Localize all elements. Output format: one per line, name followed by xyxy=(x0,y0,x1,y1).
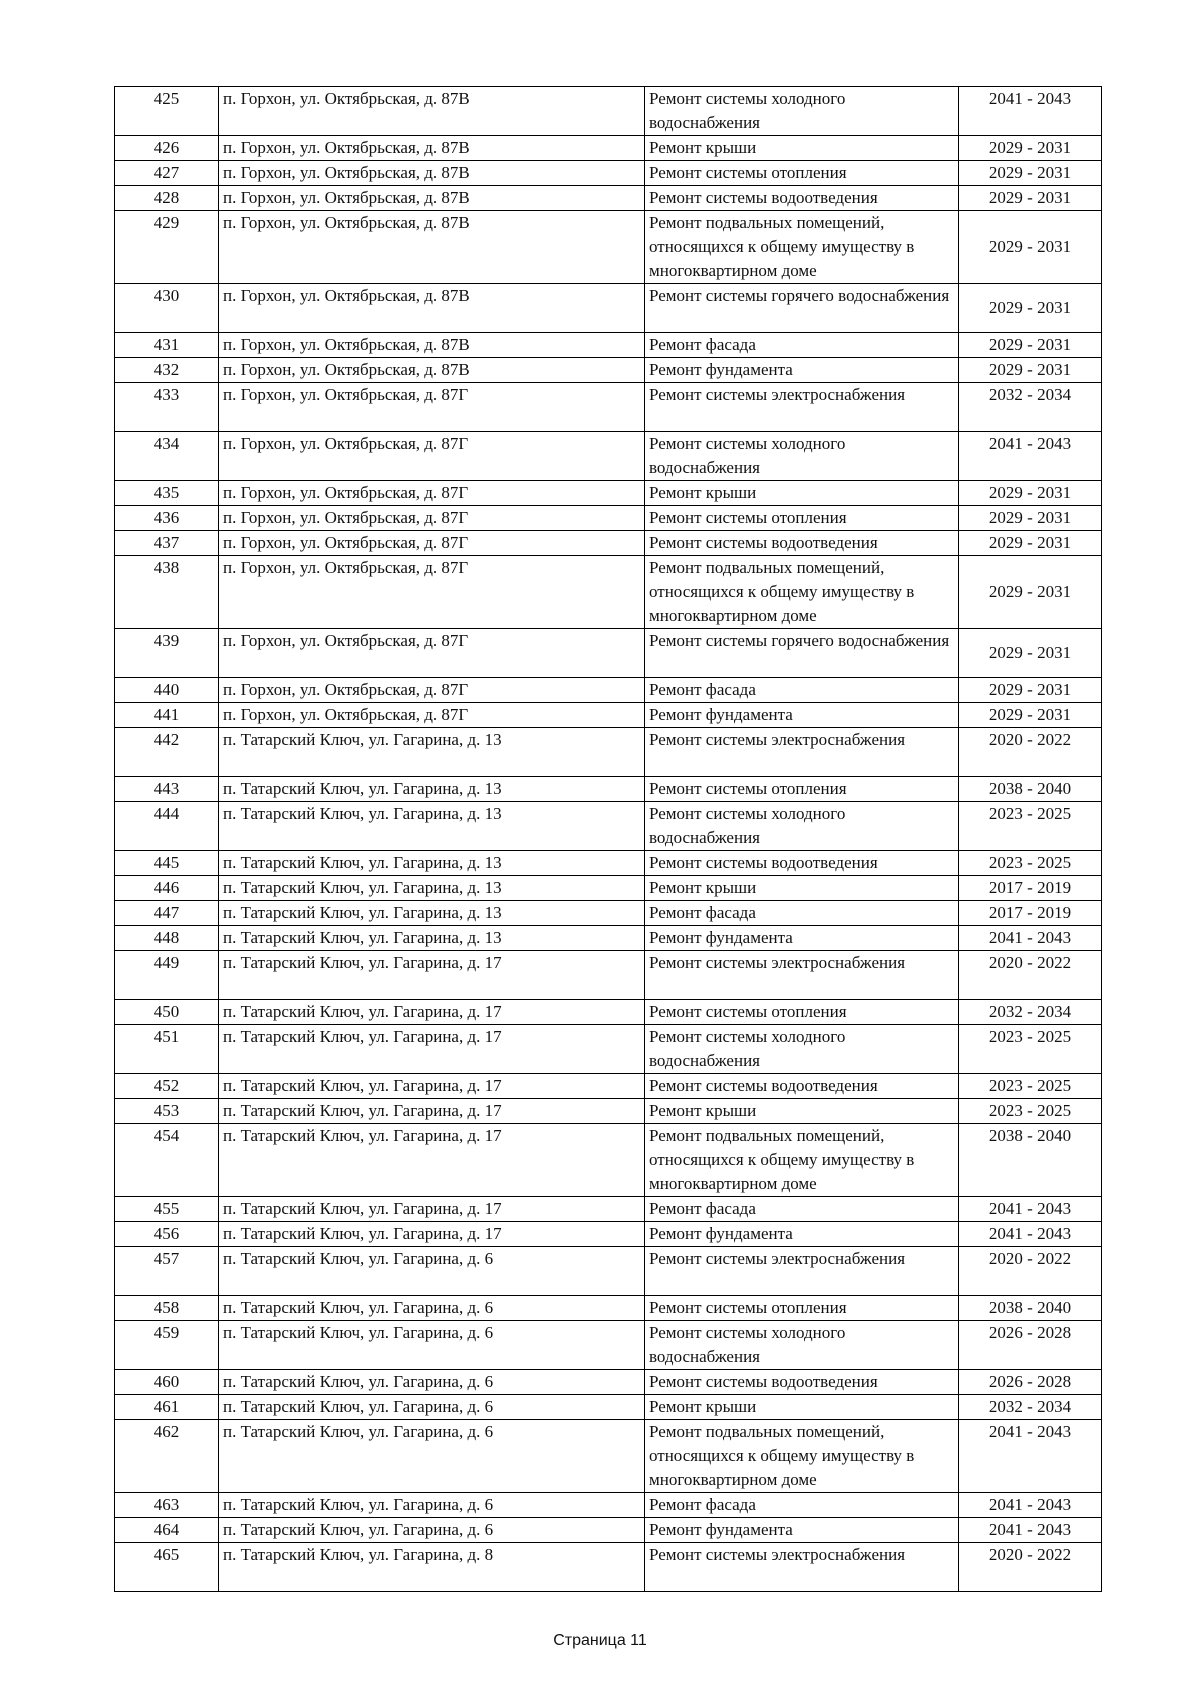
row-work-type: Ремонт системы горячего водоснабжения xyxy=(645,284,959,333)
row-address: п. Горхон, ул. Октябрьская, д. 87В xyxy=(219,87,645,136)
row-address: п. Горхон, ул. Октябрьская, д. 87Г xyxy=(219,678,645,703)
row-number: 458 xyxy=(115,1296,219,1321)
row-work-type: Ремонт крыши xyxy=(645,136,959,161)
row-period: 2029 - 2031 xyxy=(959,136,1102,161)
row-period: 2029 - 2031 xyxy=(959,161,1102,186)
row-period: 2041 - 2043 xyxy=(959,1420,1102,1493)
table-row xyxy=(115,703,1102,728)
row-address: п. Татарский Ключ, ул. Гагарина, д. 6 xyxy=(219,1518,645,1543)
row-address: п. Горхон, ул. Октябрьская, д. 87В xyxy=(219,186,645,211)
table-row xyxy=(115,851,1102,876)
row-period: 2041 - 2043 xyxy=(959,87,1102,136)
row-address: п. Горхон, ул. Октябрьская, д. 87В xyxy=(219,333,645,358)
table-row xyxy=(115,1493,1102,1518)
row-period: 2041 - 2043 xyxy=(959,1493,1102,1518)
row-number: 429 xyxy=(115,211,219,284)
row-number: 441 xyxy=(115,703,219,728)
row-period: 2026 - 2028 xyxy=(959,1370,1102,1395)
row-period: 2020 - 2022 xyxy=(959,728,1102,777)
row-number: 440 xyxy=(115,678,219,703)
row-number: 457 xyxy=(115,1247,219,1296)
table-row xyxy=(115,1296,1102,1321)
row-period: 2041 - 2043 xyxy=(959,1518,1102,1543)
row-number: 438 xyxy=(115,556,219,629)
row-period: 2029 - 2031 xyxy=(959,211,1102,284)
table-row xyxy=(115,1124,1102,1197)
row-address: п. Татарский Ключ, ул. Гагарина, д. 17 xyxy=(219,1074,645,1099)
row-work-type: Ремонт системы водоотведения xyxy=(645,1370,959,1395)
page-number: Страница 11 xyxy=(553,1632,647,1649)
row-work-type: Ремонт крыши xyxy=(645,876,959,901)
row-address: п. Татарский Ключ, ул. Гагарина, д. 6 xyxy=(219,1247,645,1296)
table-row xyxy=(115,556,1102,629)
row-period: 2041 - 2043 xyxy=(959,926,1102,951)
row-work-type: Ремонт системы электроснабжения xyxy=(645,1543,959,1592)
row-address: п. Татарский Ключ, ул. Гагарина, д. 13 xyxy=(219,901,645,926)
row-number: 454 xyxy=(115,1124,219,1197)
row-work-type: Ремонт системы холодного водоснабжения xyxy=(645,1321,959,1370)
table-row xyxy=(115,1321,1102,1370)
row-period: 2023 - 2025 xyxy=(959,1025,1102,1074)
row-address: п. Татарский Ключ, ул. Гагарина, д. 13 xyxy=(219,728,645,777)
row-address: п. Горхон, ул. Октябрьская, д. 87В xyxy=(219,211,645,284)
row-work-type: Ремонт фасада xyxy=(645,678,959,703)
row-period: 2038 - 2040 xyxy=(959,1296,1102,1321)
table-row xyxy=(115,211,1102,284)
row-address: п. Татарский Ключ, ул. Гагарина, д. 17 xyxy=(219,1197,645,1222)
table-row xyxy=(115,432,1102,481)
row-number: 460 xyxy=(115,1370,219,1395)
table-row xyxy=(115,531,1102,556)
row-address: п. Горхон, ул. Октябрьская, д. 87Г xyxy=(219,531,645,556)
table-row xyxy=(115,1543,1102,1592)
row-period: 2029 - 2031 xyxy=(959,186,1102,211)
row-address: п. Горхон, ул. Октябрьская, д. 87Г xyxy=(219,383,645,432)
row-number: 435 xyxy=(115,481,219,506)
table-row xyxy=(115,1025,1102,1074)
row-work-type: Ремонт подвальных помещений, относящихся к общему имуществу в многоквартирном доме xyxy=(645,1124,959,1197)
row-number: 444 xyxy=(115,802,219,851)
table-row xyxy=(115,481,1102,506)
table-row xyxy=(115,926,1102,951)
row-period: 2032 - 2034 xyxy=(959,1395,1102,1420)
row-work-type: Ремонт крыши xyxy=(645,481,959,506)
row-period: 2038 - 2040 xyxy=(959,777,1102,802)
row-number: 437 xyxy=(115,531,219,556)
row-work-type: Ремонт подвальных помещений, относящихся к общему имуществу в многоквартирном доме xyxy=(645,211,959,284)
row-period: 2032 - 2034 xyxy=(959,1000,1102,1025)
row-work-type: Ремонт подвальных помещений, относящихся к общему имуществу в многоквартирном доме xyxy=(645,1420,959,1493)
row-number: 461 xyxy=(115,1395,219,1420)
row-number: 451 xyxy=(115,1025,219,1074)
row-number: 465 xyxy=(115,1543,219,1592)
row-period: 2023 - 2025 xyxy=(959,1099,1102,1124)
row-number: 459 xyxy=(115,1321,219,1370)
row-number: 447 xyxy=(115,901,219,926)
row-period: 2026 - 2028 xyxy=(959,1321,1102,1370)
row-work-type: Ремонт системы холодного водоснабжения xyxy=(645,87,959,136)
row-work-type: Ремонт системы водоотведения xyxy=(645,531,959,556)
row-work-type: Ремонт системы водоотведения xyxy=(645,1074,959,1099)
table-row xyxy=(115,876,1102,901)
row-work-type: Ремонт системы отопления xyxy=(645,1296,959,1321)
row-number: 462 xyxy=(115,1420,219,1493)
row-work-type: Ремонт системы отопления xyxy=(645,506,959,531)
row-period: 2017 - 2019 xyxy=(959,876,1102,901)
table-row xyxy=(115,284,1102,333)
row-period: 2029 - 2031 xyxy=(959,506,1102,531)
row-period: 2029 - 2031 xyxy=(959,531,1102,556)
row-period: 2023 - 2025 xyxy=(959,802,1102,851)
row-number: 455 xyxy=(115,1197,219,1222)
row-number: 427 xyxy=(115,161,219,186)
row-period: 2041 - 2043 xyxy=(959,432,1102,481)
row-address: п. Горхон, ул. Октябрьская, д. 87В xyxy=(219,358,645,383)
row-work-type: Ремонт крыши xyxy=(645,1099,959,1124)
row-work-type: Ремонт системы электроснабжения xyxy=(645,1247,959,1296)
row-number: 450 xyxy=(115,1000,219,1025)
table-row xyxy=(115,186,1102,211)
row-period: 2029 - 2031 xyxy=(959,556,1102,629)
row-address: п. Горхон, ул. Октябрьская, д. 87В xyxy=(219,284,645,333)
row-address: п. Горхон, ул. Октябрьская, д. 87В xyxy=(219,161,645,186)
row-address: п. Татарский Ключ, ул. Гагарина, д. 17 xyxy=(219,1222,645,1247)
row-work-type: Ремонт системы электроснабжения xyxy=(645,951,959,1000)
row-work-type: Ремонт фасада xyxy=(645,333,959,358)
row-work-type: Ремонт системы электроснабжения xyxy=(645,383,959,432)
table-row xyxy=(115,1247,1102,1296)
table-row xyxy=(115,1099,1102,1124)
row-period: 2041 - 2043 xyxy=(959,1222,1102,1247)
row-number: 432 xyxy=(115,358,219,383)
table-row xyxy=(115,1222,1102,1247)
row-period: 2041 - 2043 xyxy=(959,1197,1102,1222)
row-address: п. Горхон, ул. Октябрьская, д. 87Г xyxy=(219,556,645,629)
row-address: п. Горхон, ул. Октябрьская, д. 87Г xyxy=(219,481,645,506)
row-address: п. Татарский Ключ, ул. Гагарина, д. 13 xyxy=(219,926,645,951)
row-number: 442 xyxy=(115,728,219,777)
table-row xyxy=(115,1370,1102,1395)
row-period: 2020 - 2022 xyxy=(959,951,1102,1000)
table-row xyxy=(115,1518,1102,1543)
table-row xyxy=(115,87,1102,136)
table-row xyxy=(115,1000,1102,1025)
row-address: п. Татарский Ключ, ул. Гагарина, д. 13 xyxy=(219,876,645,901)
row-address: п. Горхон, ул. Октябрьская, д. 87Г xyxy=(219,432,645,481)
row-number: 439 xyxy=(115,629,219,678)
table-row xyxy=(115,383,1102,432)
table-row xyxy=(115,333,1102,358)
table-row xyxy=(115,1420,1102,1493)
table-row xyxy=(115,901,1102,926)
row-period: 2029 - 2031 xyxy=(959,678,1102,703)
row-work-type: Ремонт системы холодного водоснабжения xyxy=(645,1025,959,1074)
row-number: 453 xyxy=(115,1099,219,1124)
row-work-type: Ремонт фундамента xyxy=(645,1222,959,1247)
row-period: 2029 - 2031 xyxy=(959,333,1102,358)
row-number: 436 xyxy=(115,506,219,531)
row-work-type: Ремонт фасада xyxy=(645,1493,959,1518)
table-body xyxy=(115,87,1102,1592)
row-period: 2029 - 2031 xyxy=(959,358,1102,383)
row-period: 2020 - 2022 xyxy=(959,1247,1102,1296)
row-number: 463 xyxy=(115,1493,219,1518)
row-work-type: Ремонт подвальных помещений, относящихся к общему имуществу в многоквартирном доме xyxy=(645,556,959,629)
table-row xyxy=(115,777,1102,802)
row-address: п. Татарский Ключ, ул. Гагарина, д. 17 xyxy=(219,1124,645,1197)
row-address: п. Горхон, ул. Октябрьская, д. 87Г xyxy=(219,629,645,678)
row-work-type: Ремонт системы холодного водоснабжения xyxy=(645,432,959,481)
row-number: 443 xyxy=(115,777,219,802)
row-address: п. Горхон, ул. Октябрьская, д. 87Г xyxy=(219,506,645,531)
row-address: п. Горхон, ул. Октябрьская, д. 87В xyxy=(219,136,645,161)
row-work-type: Ремонт фундамента xyxy=(645,1518,959,1543)
row-number: 448 xyxy=(115,926,219,951)
table-row xyxy=(115,802,1102,851)
row-address: п. Татарский Ключ, ул. Гагарина, д. 6 xyxy=(219,1321,645,1370)
row-address: п. Татарский Ключ, ул. Гагарина, д. 6 xyxy=(219,1296,645,1321)
row-number: 456 xyxy=(115,1222,219,1247)
row-work-type: Ремонт системы водоотведения xyxy=(645,186,959,211)
row-number: 428 xyxy=(115,186,219,211)
table-row xyxy=(115,1197,1102,1222)
row-address: п. Татарский Ключ, ул. Гагарина, д. 17 xyxy=(219,1099,645,1124)
row-address: п. Татарский Ключ, ул. Гагарина, д. 6 xyxy=(219,1493,645,1518)
table-row xyxy=(115,161,1102,186)
row-work-type: Ремонт фасада xyxy=(645,1197,959,1222)
row-period: 2029 - 2031 xyxy=(959,629,1102,678)
row-work-type: Ремонт фундамента xyxy=(645,358,959,383)
row-number: 433 xyxy=(115,383,219,432)
row-number: 426 xyxy=(115,136,219,161)
table-row xyxy=(115,951,1102,1000)
row-address: п. Татарский Ключ, ул. Гагарина, д. 17 xyxy=(219,1000,645,1025)
row-work-type: Ремонт системы водоотведения xyxy=(645,851,959,876)
row-number: 449 xyxy=(115,951,219,1000)
row-work-type: Ремонт системы отопления xyxy=(645,777,959,802)
row-period: 2017 - 2019 xyxy=(959,901,1102,926)
table-row xyxy=(115,1395,1102,1420)
row-address: п. Горхон, ул. Октябрьская, д. 87Г xyxy=(219,703,645,728)
row-work-type: Ремонт крыши xyxy=(645,1395,959,1420)
row-address: п. Татарский Ключ, ул. Гагарина, д. 13 xyxy=(219,851,645,876)
row-address: п. Татарский Ключ, ул. Гагарина, д. 17 xyxy=(219,951,645,1000)
row-number: 452 xyxy=(115,1074,219,1099)
row-period: 2020 - 2022 xyxy=(959,1543,1102,1592)
row-work-type: Ремонт системы холодного водоснабжения xyxy=(645,802,959,851)
row-work-type: Ремонт системы отопления xyxy=(645,161,959,186)
table-row xyxy=(115,629,1102,678)
table-row xyxy=(115,1074,1102,1099)
row-work-type: Ремонт системы отопления xyxy=(645,1000,959,1025)
table-row xyxy=(115,728,1102,777)
row-work-type: Ремонт фундамента xyxy=(645,703,959,728)
row-period: 2023 - 2025 xyxy=(959,1074,1102,1099)
row-work-type: Ремонт фасада xyxy=(645,901,959,926)
row-period: 2032 - 2034 xyxy=(959,383,1102,432)
row-work-type: Ремонт фундамента xyxy=(645,926,959,951)
row-number: 430 xyxy=(115,284,219,333)
row-address: п. Татарский Ключ, ул. Гагарина, д. 8 xyxy=(219,1543,645,1592)
row-period: 2029 - 2031 xyxy=(959,703,1102,728)
row-period: 2029 - 2031 xyxy=(959,284,1102,333)
row-number: 431 xyxy=(115,333,219,358)
row-period: 2038 - 2040 xyxy=(959,1124,1102,1197)
row-number: 445 xyxy=(115,851,219,876)
row-work-type: Ремонт системы горячего водоснабжения xyxy=(645,629,959,678)
row-number: 446 xyxy=(115,876,219,901)
row-period: 2023 - 2025 xyxy=(959,851,1102,876)
row-work-type: Ремонт системы электроснабжения xyxy=(645,728,959,777)
row-address: п. Татарский Ключ, ул. Гагарина, д. 6 xyxy=(219,1420,645,1493)
table-row xyxy=(115,358,1102,383)
repair-schedule-table xyxy=(114,86,1102,1592)
row-address: п. Татарский Ключ, ул. Гагарина, д. 17 xyxy=(219,1025,645,1074)
row-address: п. Татарский Ключ, ул. Гагарина, д. 6 xyxy=(219,1370,645,1395)
row-address: п. Татарский Ключ, ул. Гагарина, д. 13 xyxy=(219,777,645,802)
row-number: 425 xyxy=(115,87,219,136)
row-address: п. Татарский Ключ, ул. Гагарина, д. 13 xyxy=(219,802,645,851)
table-row xyxy=(115,678,1102,703)
row-period: 2029 - 2031 xyxy=(959,481,1102,506)
table-row xyxy=(115,136,1102,161)
row-number: 464 xyxy=(115,1518,219,1543)
row-address: п. Татарский Ключ, ул. Гагарина, д. 6 xyxy=(219,1395,645,1420)
table-row xyxy=(115,506,1102,531)
row-number: 434 xyxy=(115,432,219,481)
